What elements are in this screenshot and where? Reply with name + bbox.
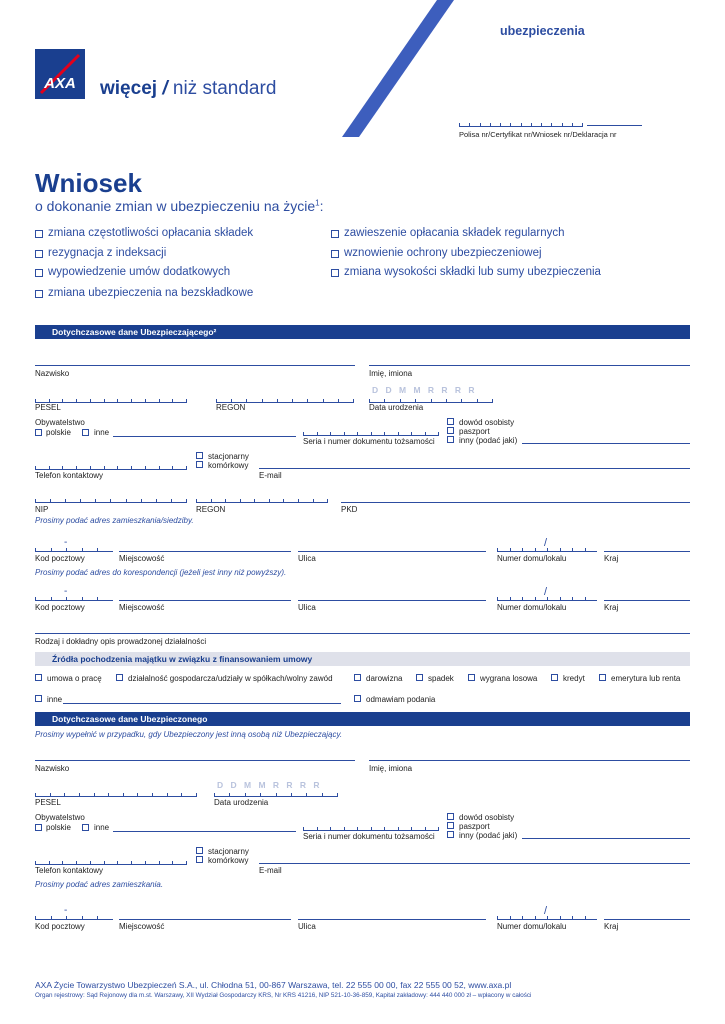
change-option-7: zmiana wysokości składki lub sumy ubezpieczenia — [344, 266, 601, 278]
postal-label: Kod pocztowy — [35, 554, 85, 563]
insured-phone-mobile-checkbox[interactable] — [196, 856, 203, 863]
change-option-checkbox-5[interactable] — [331, 230, 339, 238]
diagonal-stripe — [340, 0, 460, 140]
insured-doc-series-label: Seria i numer dokumentu tożsamości — [303, 832, 435, 841]
change-option-4: zmiana ubezpieczenia na bezskładkowe — [48, 287, 254, 299]
wealth-option-checkbox-2[interactable] — [116, 674, 123, 681]
change-option-checkbox-6[interactable] — [331, 250, 339, 258]
corr-house-label: Numer domu/lokalu — [497, 603, 567, 612]
insured-doc-other-label: inny (podać jaki) — [459, 831, 518, 840]
email-field[interactable] — [259, 468, 690, 469]
insured-city-label: Miejscowość — [119, 922, 165, 931]
house-field[interactable]: / — [497, 546, 597, 552]
wealth-refuse-checkbox[interactable] — [354, 695, 361, 702]
wealth-other-label: inne — [47, 695, 63, 704]
corr-postal-code-field[interactable]: - — [35, 595, 113, 601]
nip-field[interactable] — [35, 497, 187, 503]
insured-phone-landline-label: stacjonarny — [208, 847, 249, 856]
change-option-1: zmiana częstotliwości opłacania składek — [48, 227, 254, 239]
surname-label: Nazwisko — [35, 369, 70, 378]
citizenship-label: Obywatelstwo — [35, 418, 85, 427]
insured-doc-id-label: dowód osobisty — [459, 813, 515, 822]
phone-label: Telefon kontaktowy — [35, 471, 104, 480]
insured-city-field[interactable] — [119, 919, 291, 920]
footer-registry: Organ rejestrowy: Sąd Rejonowy dla m.st. Warszawy, XII Wydział Gospodarczy KRS, Nr KRS 41216, NIP 521-10-36-859, Kapitał zakładowy: 444 440 000 zł – wpłacony w całości — [35, 992, 532, 999]
corr-address-note: Prosimy podać adres do korespondencji (jeżeli jest inny niż powyższy). — [35, 568, 287, 577]
wealth-option-7: emerytura lub renta — [611, 674, 681, 683]
insured-citizenship-other-checkbox[interactable] — [82, 824, 89, 831]
change-option-checkbox-3[interactable] — [35, 269, 43, 277]
doc-other-checkbox[interactable] — [447, 436, 454, 443]
change-option-6: wznowienie ochrony ubezpieczeniowej — [344, 247, 542, 259]
citizenship-other-field[interactable] — [113, 436, 296, 437]
tagline-rest: niż standard — [172, 78, 277, 99]
pesel-label: PESEL — [35, 403, 61, 412]
corr-postal-label: Kod pocztowy — [35, 603, 85, 612]
insured-doc-passport-checkbox[interactable] — [447, 822, 454, 829]
email-label: E-mail — [259, 471, 282, 480]
phone-landline-checkbox[interactable] — [196, 452, 203, 459]
insured-phone-mobile-label: komórkowy — [208, 856, 249, 865]
axa-logo — [35, 49, 85, 99]
change-option-5: zawieszenie opłacania składek regularnych — [344, 227, 565, 239]
insured-postal-label: Kod pocztowy — [35, 922, 85, 931]
insured-house-label: Numer domu/lokalu — [497, 922, 567, 931]
doc-other-label: inny (podać jaki) — [459, 436, 518, 445]
insured-country-field[interactable] — [604, 919, 690, 920]
citizenship-polish-label: polskie — [46, 428, 71, 437]
regon2-label: REGON — [196, 505, 226, 514]
axa-logo-mark-icon — [35, 49, 85, 99]
section-header-policyholder: Dotychczasowe dane Ubezpieczającego² — [35, 325, 690, 339]
country-label: Kraj — [604, 554, 619, 563]
insured-doc-passport-label: paszport — [459, 822, 490, 831]
wealth-option-checkbox-5[interactable] — [468, 674, 475, 681]
citizenship-polish-checkbox[interactable] — [35, 429, 42, 436]
street-label: Ulica — [298, 554, 316, 563]
insured-phone-landline-checkbox[interactable] — [196, 847, 203, 854]
citizenship-other-label: inne — [94, 428, 110, 437]
wealth-option-checkbox-1[interactable] — [35, 674, 42, 681]
insured-email-field[interactable] — [259, 863, 690, 864]
insured-pesel-label: PESEL — [35, 798, 61, 807]
policy-number-field[interactable] — [459, 121, 583, 127]
business-field[interactable] — [35, 633, 690, 634]
doc-other-field[interactable] — [522, 443, 690, 444]
doc-id-label: dowód osobisty — [459, 418, 515, 427]
wealth-option-checkbox-6[interactable] — [551, 674, 558, 681]
wealth-option-3: darowizna — [366, 674, 403, 683]
insured-citizenship-other-label: inne — [94, 823, 110, 832]
page-subtitle: o dokonanie zmian w ubezpieczeniu na życie$^1$: — [35, 198, 324, 214]
insured-doc-id-checkbox[interactable] — [447, 813, 454, 820]
postal-code-field[interactable]: - — [35, 546, 113, 552]
wealth-option-5: wygrana losowa — [480, 674, 538, 683]
address-note: Prosimy podać adres zamieszkania/siedziby. — [35, 516, 194, 525]
pkd-field[interactable] — [341, 502, 690, 503]
wealth-refuse-label: odmawiam podania — [366, 695, 436, 704]
wealth-other-checkbox[interactable] — [35, 695, 42, 702]
change-option-checkbox-2[interactable] — [35, 250, 43, 258]
insured-doc-other-field[interactable] — [522, 838, 690, 839]
insured-phone-field[interactable] — [35, 859, 187, 865]
phone-landline-label: stacjonarny — [208, 452, 249, 461]
corr-country-label: Kraj — [604, 603, 619, 612]
wealth-option-4: spadek — [428, 674, 454, 683]
house-label: Numer domu/lokalu — [497, 554, 567, 563]
pkd-label: PKD — [341, 505, 358, 514]
wealth-option-checkbox-4[interactable] — [416, 674, 423, 681]
doc-passport-checkbox[interactable] — [447, 427, 454, 434]
section-header-insured: Dotychczasowe dane Ubezpieczonego — [35, 712, 690, 726]
insured-names-field[interactable] — [369, 760, 690, 761]
corr-street-label: Ulica — [298, 603, 316, 612]
corr-country-field[interactable] — [604, 600, 690, 601]
wealth-other-field[interactable] — [63, 703, 341, 704]
change-option-checkbox-7[interactable] — [331, 269, 339, 277]
business-label: Rodzaj i dokładny opis prowadzonej działalności — [35, 637, 207, 646]
insured-citizenship-label: Obywatelstwo — [35, 813, 85, 822]
regon-label: REGON — [216, 403, 246, 412]
city-label: Miejscowość — [119, 554, 165, 563]
insured-surname-label: Nazwisko — [35, 764, 70, 773]
category-label: ubezpieczenia — [500, 24, 585, 38]
country-field[interactable] — [604, 551, 690, 552]
wealth-option-2: działalność gospodarcza/udziały w spółkach/wolny zawód — [128, 674, 333, 683]
wealth-option-checkbox-7[interactable] — [599, 674, 606, 681]
change-option-checkbox-4[interactable] — [35, 290, 43, 298]
insured-names-label: Imię, imiona — [369, 764, 413, 773]
wealth-option-checkbox-3[interactable] — [354, 674, 361, 681]
insured-street-label: Ulica — [298, 922, 316, 931]
insured-note: Prosimy wypełnić w przypadku, gdy Ubezpieczony jest inną osobą niż Ubezpieczający. — [35, 730, 343, 739]
insured-citizenship-polish-label: polskie — [46, 823, 71, 832]
section-header-wealth-source: Źródła pochodzenia majątku w związku z finansowaniem umowy — [35, 652, 690, 666]
insured-country-label: Kraj — [604, 922, 619, 931]
surname-field[interactable] — [35, 365, 355, 366]
phone-field[interactable] — [35, 464, 187, 470]
phone-mobile-label: komórkowy — [208, 461, 249, 470]
doc-series-label: Seria i numer dokumentu tożsamości — [303, 437, 435, 446]
street-field[interactable] — [298, 551, 486, 552]
wealth-option-1: umowa o pracę — [47, 674, 102, 683]
nip-label: NIP — [35, 505, 49, 514]
regon2-field[interactable] — [196, 497, 328, 503]
names-field[interactable] — [369, 365, 690, 366]
insured-citizenship-polish-checkbox[interactable] — [35, 824, 42, 831]
doc-passport-label: paszport — [459, 427, 490, 436]
footer-company: AXA Życie Towarzystwo Ubezpieczeń S.A., ul. Chłodna 51, 00-867 Warszawa, tel. 22 555 00 00, fax 22 555 00 52, www.axa.pl — [35, 980, 512, 990]
insured-phone-label: Telefon kontaktowy — [35, 866, 104, 875]
brand-tagline: więcej / niż standard — [100, 78, 277, 99]
change-option-checkbox-1[interactable] — [35, 230, 43, 238]
insured-birth-date-field[interactable] — [214, 791, 338, 797]
phone-mobile-checkbox[interactable] — [196, 461, 203, 468]
birth-date-label: Data urodzenia — [369, 403, 424, 412]
svg-text:AXA: AXA — [44, 75, 76, 92]
corr-street-field[interactable] — [298, 600, 486, 601]
insured-doc-series-field[interactable] — [303, 825, 439, 831]
policy-ref-label: Polisa nr/Certyfikat nr/Wniosek nr/Deklaracja nr — [459, 130, 617, 139]
insured-pesel-field[interactable] — [35, 791, 197, 797]
birth-date-mask: D D M M R R R R — [372, 385, 478, 395]
change-option-3: wypowiedzenie umów dodatkowych — [48, 266, 231, 278]
insured-citizenship-other-field[interactable] — [113, 831, 296, 832]
citizenship-other-checkbox[interactable] — [82, 429, 89, 436]
corr-house-field[interactable]: / — [497, 595, 597, 601]
insured-surname-field[interactable] — [35, 760, 355, 761]
change-option-2: rezygnacja z indeksacji — [48, 247, 167, 259]
insured-birth-date-mask: D D M M R R R R — [217, 780, 323, 790]
city-field[interactable] — [119, 551, 291, 552]
insured-house-field[interactable]: / — [497, 914, 597, 920]
corr-city-label: Miejscowość — [119, 603, 165, 612]
doc-series-field[interactable] — [303, 430, 439, 436]
insured-doc-other-checkbox[interactable] — [447, 831, 454, 838]
names-label: Imię, imiona — [369, 369, 413, 378]
insured-postal-code-field[interactable]: - — [35, 914, 113, 920]
corr-city-field[interactable] — [119, 600, 291, 601]
tagline-bold: więcej — [100, 78, 158, 99]
insured-street-field[interactable] — [298, 919, 486, 920]
doc-id-checkbox[interactable] — [447, 418, 454, 425]
insured-birth-date-label: Data urodzenia — [214, 798, 269, 807]
insured-address-note: Prosimy podać adres zamieszkania. — [35, 880, 164, 889]
wealth-option-6: kredyt — [563, 674, 585, 683]
insured-email-label: E-mail — [259, 866, 282, 875]
page-title: Wniosek — [35, 168, 142, 198]
